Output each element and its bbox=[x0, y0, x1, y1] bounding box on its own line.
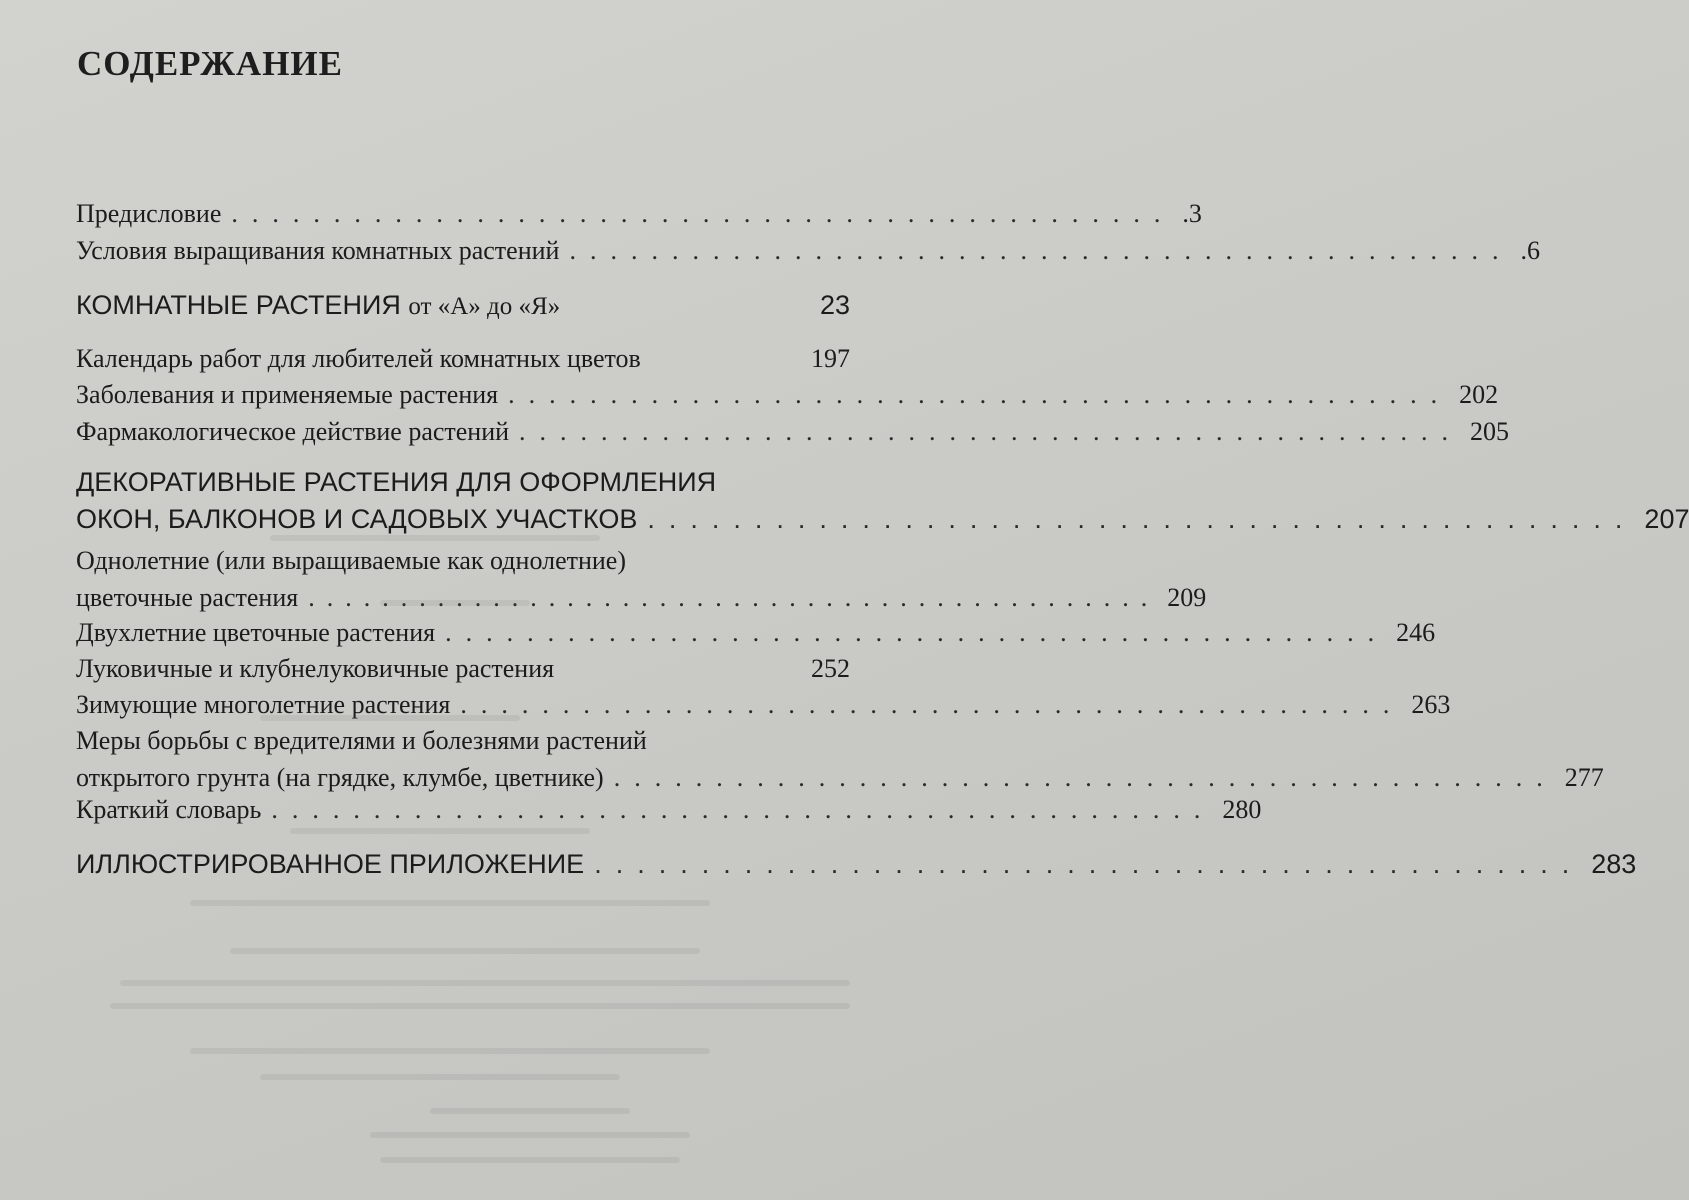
dot-leader: .............................................. bbox=[647, 504, 1637, 534]
toc-entry-pest-control bbox=[76, 723, 1604, 797]
toc-entry-page: 205 bbox=[1470, 417, 1510, 446]
toc-entry-title: Краткий словарь bbox=[76, 795, 262, 824]
toc-entry-page: 283 bbox=[1591, 849, 1637, 879]
toc-entry-title: Календарь работ для любителей комнатных цветов bbox=[76, 344, 641, 373]
toc-section-title-sub: от «А» до «Я» bbox=[408, 293, 561, 320]
toc-entry-title-line2: цветочные растения bbox=[76, 583, 299, 612]
toc-entry-diseases bbox=[76, 377, 1499, 414]
dot-leader: .............................................. bbox=[569, 236, 1513, 265]
toc-section-decorative-plants bbox=[76, 464, 1689, 538]
toc-entry-glossary bbox=[76, 792, 1262, 829]
dot-leader: .............................................. bbox=[271, 795, 1215, 824]
toc-entry-page: 277 bbox=[1564, 763, 1604, 792]
dot-leader: .............................................. bbox=[231, 199, 1175, 228]
dot-leader: .............................................. bbox=[594, 849, 1584, 879]
toc-section-title bbox=[76, 287, 560, 325]
toc-entry-annuals bbox=[76, 543, 1207, 617]
toc-entry-title: Луковичные и клубнелуковичные растения bbox=[76, 654, 555, 683]
toc-entry-page: 246 bbox=[1396, 618, 1436, 647]
dot-leader: .............................................. bbox=[445, 618, 1389, 647]
toc-entry-page: 197 bbox=[811, 344, 850, 373]
toc-entry-biennials bbox=[76, 615, 1436, 652]
toc-entry-title: Предисловие bbox=[76, 199, 222, 228]
toc-entry-title-line1: Однолетние (или выращиваемые как однолетние) bbox=[76, 546, 626, 575]
toc-entry-page: 207 bbox=[1644, 504, 1689, 534]
toc-entry-page: 202 bbox=[1459, 380, 1499, 409]
dot-leader: .............................................. bbox=[613, 763, 1557, 792]
toc-entry-title-line1: Меры борьбы с вредителями и болезнями растений bbox=[76, 726, 647, 755]
dot-leader: .............................................. bbox=[460, 690, 1404, 719]
toc-entry-preface bbox=[76, 196, 1202, 233]
toc-entry-title: Фармакологическое действие растений bbox=[76, 417, 510, 446]
toc-entry-bulbous bbox=[76, 651, 850, 688]
toc-section-title-main: КОМНАТНЫЕ РАСТЕНИЯ bbox=[76, 290, 401, 320]
toc-section-title: ИЛЛЮСТРИРОВАННОЕ ПРИЛОЖЕНИЕ bbox=[76, 849, 585, 879]
toc-entry-page: 280 bbox=[1222, 795, 1262, 824]
toc-entry-page: 23 bbox=[819, 290, 850, 320]
dot-leader: .............................................. bbox=[519, 417, 1463, 446]
toc-entry-page: 263 bbox=[1411, 690, 1451, 719]
toc-entry-title-line2: открытого грунта (на грядке, клумбе, цветнике) bbox=[76, 763, 604, 792]
toc-entry-page: .3 bbox=[1182, 199, 1202, 228]
dot-leader: .............................................. bbox=[508, 380, 1452, 409]
toc-section-indoor-plants bbox=[76, 287, 850, 324]
toc-entry-title: Заболевания и применяемые растения bbox=[76, 380, 499, 409]
toc-entry-page: .6 bbox=[1520, 236, 1540, 265]
toc-entry-calendar bbox=[76, 341, 850, 378]
dot-leader: .............................................. bbox=[308, 583, 1160, 612]
toc-entry-growing-conditions bbox=[76, 233, 1540, 270]
toc-entry-pharmacology bbox=[76, 414, 1510, 451]
toc-entry-title: Условия выращивания комнатных растений bbox=[76, 236, 560, 265]
toc-entry-page: 209 bbox=[1167, 583, 1207, 612]
page-title: СОДЕРЖАНИЕ bbox=[77, 44, 344, 83]
toc-entry-title: Зимующие многолетние растения bbox=[76, 690, 451, 719]
toc-section-title-line1: ДЕКОРАТИВНЫЕ РАСТЕНИЯ ДЛЯ ОФОРМЛЕНИЯ bbox=[76, 467, 717, 497]
toc-section-title-line2: ОКОН, БАЛКОНОВ И САДОВЫХ УЧАСТКОВ bbox=[76, 504, 638, 534]
toc-section-illustrated-appendix bbox=[76, 846, 1637, 883]
toc-entry-title: Двухлетние цветочные растения bbox=[76, 618, 436, 647]
toc-entry-page: 252 bbox=[811, 654, 850, 683]
toc-entry-perennials bbox=[76, 687, 1451, 724]
